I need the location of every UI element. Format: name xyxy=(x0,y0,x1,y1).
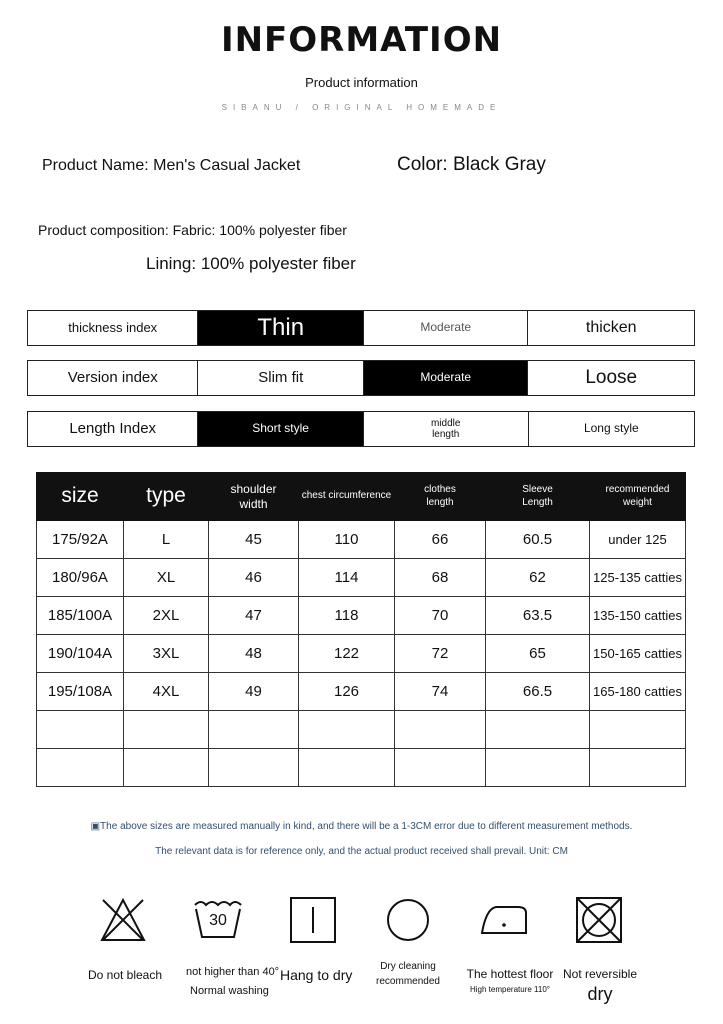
care-label-bleach: Do not bleach xyxy=(87,968,163,982)
index-label: Version index xyxy=(28,361,198,395)
table-cell xyxy=(395,749,486,787)
index-option: thicken xyxy=(585,318,637,336)
table-cell: 63.5 xyxy=(486,597,590,635)
table-cell: 49 xyxy=(209,673,299,711)
table-cell: 47 xyxy=(209,597,299,635)
measurement-note: ▣The above sizes are measured manually in kind, and there will be a 1-3CM error due to different measurement methods. xyxy=(90,821,633,832)
header-recommended-weight: recommended weight xyxy=(590,473,686,521)
index-option: Loose xyxy=(585,367,638,389)
table-cell: 180/96A xyxy=(37,559,124,597)
index-option-selected: Short style xyxy=(198,412,363,446)
index-option: middle length xyxy=(364,412,529,446)
table-row xyxy=(37,749,686,787)
care-label-iron-line1: The hottest floor xyxy=(466,967,554,981)
table-cell xyxy=(486,749,590,787)
dry-clean-icon xyxy=(383,895,433,945)
index-option: Slim fit xyxy=(198,361,364,395)
table-cell: 68 xyxy=(395,559,486,597)
version-index-row xyxy=(27,360,695,396)
table-cell xyxy=(124,711,209,749)
table-cell xyxy=(209,711,299,749)
table-cell xyxy=(299,711,395,749)
header-clothes-length: clothes length xyxy=(395,473,486,521)
product-lining: Lining: 100% polyester fiber xyxy=(146,254,356,273)
table-cell: 114 xyxy=(299,559,395,597)
index-option: Moderate xyxy=(364,311,529,345)
table-cell xyxy=(590,711,686,749)
do-not-tumble-dry-icon xyxy=(574,895,624,945)
table-row xyxy=(37,635,686,673)
table-row xyxy=(37,673,686,711)
care-label-tumble-line2: dry xyxy=(587,984,613,1004)
index-label: Length Index xyxy=(28,412,198,446)
table-cell: 74 xyxy=(395,673,486,711)
header-chest: chest circumference xyxy=(299,473,395,521)
wash-30-icon xyxy=(192,895,244,945)
header-size: size xyxy=(37,473,124,521)
table-cell: 46 xyxy=(209,559,299,597)
table-cell: 45 xyxy=(209,521,299,559)
iron-icon xyxy=(478,895,530,945)
table-cell: 165-180 catties xyxy=(590,673,686,711)
table-cell: 65 xyxy=(486,635,590,673)
table-row xyxy=(37,711,686,749)
table-cell: 190/104A xyxy=(37,635,124,673)
table-cell xyxy=(590,749,686,787)
table-cell: 4XL xyxy=(124,673,209,711)
header-type: type xyxy=(124,473,209,521)
header-sleeve-length: Sleeve Length xyxy=(486,473,590,521)
table-cell: 118 xyxy=(299,597,395,635)
reference-note: The relevant data is for reference only, and the actual product received shall prevail. Unit: CM xyxy=(155,846,568,857)
table-cell xyxy=(486,711,590,749)
care-label-dryclean-line1: Dry cleaning xyxy=(380,961,436,972)
brand-line: SIBANU / ORIGINAL HOMEMADE xyxy=(221,103,502,112)
table-cell: L xyxy=(124,521,209,559)
care-label-wash-line1: not higher than 40° xyxy=(186,966,280,978)
table-cell: 2XL xyxy=(124,597,209,635)
index-option: Long style xyxy=(583,421,639,436)
table-cell: 70 xyxy=(395,597,486,635)
page-title: INFORMATION xyxy=(220,20,503,60)
table-cell xyxy=(124,749,209,787)
index-label: thickness index xyxy=(28,311,198,345)
care-label-hang: Hang to dry xyxy=(280,967,353,983)
table-cell: 175/92A xyxy=(37,521,124,559)
table-cell: 195/108A xyxy=(37,673,124,711)
table-cell: 125-135 catties xyxy=(590,559,686,597)
thickness-index-row xyxy=(27,310,695,346)
table-cell: 122 xyxy=(299,635,395,673)
table-cell xyxy=(209,749,299,787)
table-cell: 126 xyxy=(299,673,395,711)
table-cell: 3XL xyxy=(124,635,209,673)
product-color: Color: Black Gray xyxy=(397,154,546,175)
table-cell: 110 xyxy=(299,521,395,559)
table-cell: XL xyxy=(124,559,209,597)
table-cell: 150-165 catties xyxy=(590,635,686,673)
size-chart-table xyxy=(36,472,686,787)
table-row xyxy=(37,521,686,559)
care-label-dryclean-line2: recommended xyxy=(376,976,440,987)
index-option-selected: Thin xyxy=(198,311,364,345)
care-label-tumble-line1: Not reversible xyxy=(562,967,638,981)
table-cell: 60.5 xyxy=(486,521,590,559)
table-cell xyxy=(299,749,395,787)
care-label-iron-line2: High temperature 110° xyxy=(470,985,550,994)
table-cell: 48 xyxy=(209,635,299,673)
do-not-bleach-icon xyxy=(98,895,148,945)
header-shoulder-width: shoulder width xyxy=(209,473,299,521)
table-cell: 72 xyxy=(395,635,486,673)
table-cell xyxy=(37,749,124,787)
table-cell: 66.5 xyxy=(486,673,590,711)
table-cell xyxy=(395,711,486,749)
table-row xyxy=(37,559,686,597)
index-option-selected: Moderate xyxy=(364,361,529,395)
length-index-row xyxy=(27,411,695,447)
table-cell: 185/100A xyxy=(37,597,124,635)
table-cell: 62 xyxy=(486,559,590,597)
table-header-row xyxy=(37,473,686,521)
table-cell: 135-150 catties xyxy=(590,597,686,635)
wash-temperature: 30 xyxy=(209,912,227,929)
page-subtitle: Product information xyxy=(305,75,418,90)
table-cell: under 125 xyxy=(590,521,686,559)
care-label-wash-line2: Normal washing xyxy=(190,985,269,997)
table-row xyxy=(37,597,686,635)
table-cell: 66 xyxy=(395,521,486,559)
hang-to-dry-icon xyxy=(288,895,338,945)
table-cell xyxy=(37,711,124,749)
product-name: Product Name: Men's Casual Jacket xyxy=(42,157,301,174)
product-composition: Product composition: Fabric: 100% polyester fiber xyxy=(38,222,347,238)
